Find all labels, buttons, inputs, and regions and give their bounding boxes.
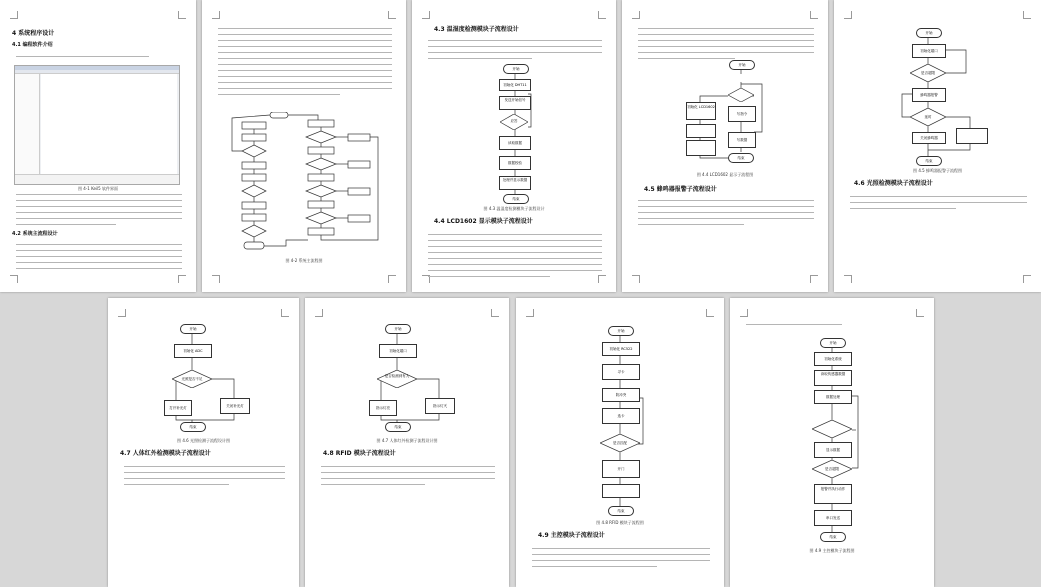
flow-terminal-start: 开始 bbox=[820, 338, 846, 348]
body-text bbox=[218, 28, 392, 100]
crop-mark bbox=[491, 309, 499, 317]
flow-decision bbox=[500, 114, 528, 130]
crop-mark bbox=[1023, 11, 1031, 19]
main-control-flowchart bbox=[812, 338, 860, 544]
flow-process-box: 处理并显示数据 bbox=[499, 176, 531, 190]
flow-terminal-start: 开始 bbox=[385, 324, 411, 334]
crop-mark bbox=[178, 11, 186, 19]
flow-decision-label: 是否超限 bbox=[921, 71, 935, 75]
light-flowchart bbox=[164, 324, 254, 430]
section-heading: 4.6 光照检测模块子流程设计 bbox=[854, 180, 933, 187]
flow-process-box bbox=[686, 140, 716, 156]
flow-process-box: 初始化端口 bbox=[912, 44, 946, 58]
crop-mark bbox=[281, 309, 289, 317]
section-heading: 4.5 蜂鸣器报警子流程设计 bbox=[644, 186, 717, 193]
flow-decision bbox=[377, 370, 417, 388]
flow-terminal-end: 结束 bbox=[608, 506, 634, 516]
main-flowchart bbox=[226, 112, 386, 254]
figure-caption: 图 4.5 蜂鸣器报警子流程图 bbox=[913, 168, 962, 173]
flow-terminal-start: 开始 bbox=[180, 324, 206, 334]
crop-mark bbox=[315, 309, 323, 317]
rfid-flowchart bbox=[600, 326, 644, 516]
flow-process-box: 开门 bbox=[602, 460, 640, 478]
flow-process-box: 显示数据 bbox=[814, 442, 852, 458]
flow-process-box: 指示灯灭 bbox=[425, 398, 455, 414]
figure-caption: 图 4-1 Keil5 软件界面 bbox=[78, 186, 118, 191]
body-text bbox=[321, 466, 495, 490]
section-heading: 4.1 编程软件介绍 bbox=[12, 42, 53, 48]
flow-terminal-start: 开始 bbox=[503, 64, 529, 74]
flow-terminal-end: 结束 bbox=[503, 194, 529, 204]
crop-mark bbox=[388, 275, 396, 283]
crop-mark bbox=[632, 275, 640, 283]
lcd1602-flowchart bbox=[678, 62, 788, 162]
flow-decision-label: 是否检测到有人 bbox=[384, 374, 410, 378]
page-5[interactable] bbox=[834, 0, 1041, 292]
crop-mark bbox=[178, 275, 186, 283]
flow-process-box bbox=[956, 128, 988, 144]
flow-process-box bbox=[602, 484, 640, 498]
section-heading: 4.3 温湿度检测模块子流程设计 bbox=[434, 26, 519, 33]
body-text bbox=[746, 324, 920, 330]
body-text bbox=[428, 40, 602, 64]
flow-decision-label: 是否匹配 bbox=[613, 441, 627, 445]
flow-process-box: 报警并执行动作 bbox=[814, 484, 852, 504]
body-text bbox=[16, 56, 182, 62]
crop-mark bbox=[388, 11, 396, 19]
flow-process-box: 初始化 DHT11 bbox=[499, 79, 531, 91]
figure-caption: 图 4.8 RFID 模块子流程图 bbox=[596, 520, 644, 525]
page-2[interactable] bbox=[202, 0, 406, 292]
ide-project-pane bbox=[15, 74, 40, 174]
flow-process-box: 防冲突 bbox=[602, 388, 640, 402]
flow-decision bbox=[728, 88, 754, 102]
flow-terminal-end: 结束 bbox=[728, 153, 754, 163]
body-text bbox=[16, 244, 182, 274]
flow-decision-label: 是否超限 bbox=[825, 467, 839, 471]
flow-process-box: 初始化端口 bbox=[379, 344, 417, 358]
flow-decision bbox=[172, 370, 212, 388]
section-heading: 4.4 LCD1602 显示模块子流程设计 bbox=[434, 218, 533, 225]
section-heading: 4.8 RFID 模块子流程设计 bbox=[323, 450, 396, 457]
flow-process-box: 写数据 bbox=[728, 132, 756, 148]
figure-caption: 图 4.6 光照检测子流程设计图 bbox=[177, 438, 230, 443]
body-text bbox=[850, 196, 1027, 214]
figure-caption: 图 4-2 系统主流程图 bbox=[285, 258, 323, 263]
crop-mark bbox=[118, 309, 126, 317]
flow-decision-label: 延时 bbox=[924, 115, 932, 119]
page-6[interactable] bbox=[108, 298, 299, 587]
crop-mark bbox=[598, 11, 606, 19]
body-text bbox=[638, 200, 814, 230]
flow-decision bbox=[910, 108, 946, 126]
flow-decision-label: 应答 bbox=[510, 119, 518, 123]
crop-mark bbox=[844, 275, 852, 283]
flow-process-box: 串口发送 bbox=[814, 510, 852, 526]
body-text bbox=[532, 548, 710, 572]
flow-process-box: 选卡 bbox=[602, 408, 640, 424]
crop-mark bbox=[810, 275, 818, 283]
figure-caption: 图 4.9 主控模块子流程图 bbox=[809, 548, 855, 553]
crop-mark bbox=[740, 309, 748, 317]
flow-terminal-start: 开始 bbox=[916, 28, 942, 38]
crop-mark bbox=[212, 11, 220, 19]
page-8[interactable] bbox=[516, 298, 724, 587]
flow-process-box bbox=[686, 124, 716, 138]
crop-mark bbox=[422, 11, 430, 19]
flow-process-box: 蜂鸣器报警 bbox=[912, 88, 946, 102]
dht11-flowchart bbox=[498, 64, 532, 202]
section-heading: 4.7 人体红外检测模块子流程设计 bbox=[120, 450, 211, 457]
page-9[interactable] bbox=[730, 298, 934, 587]
pir-flowchart bbox=[369, 324, 459, 430]
figure-caption: 图 4.7 人体红外检测子流程设计图 bbox=[376, 438, 438, 443]
page-1[interactable] bbox=[0, 0, 196, 292]
flow-process-box: 打开补光灯 bbox=[164, 400, 192, 416]
flow-process-box: 初始化 ADC bbox=[174, 344, 212, 358]
buzzer-flowchart bbox=[894, 28, 994, 168]
flow-decision bbox=[600, 434, 640, 452]
figure-caption: 图 4.4 LCD1602 显示子流程图 bbox=[696, 172, 754, 177]
ide-screenshot bbox=[14, 65, 180, 185]
ide-editor bbox=[41, 74, 177, 174]
crop-mark bbox=[810, 11, 818, 19]
crop-mark bbox=[10, 275, 18, 283]
crop-mark bbox=[212, 275, 220, 283]
flow-process-box: 初始化 LCD1602 bbox=[686, 102, 716, 120]
flow-decision bbox=[910, 64, 946, 82]
flow-process-box: 数据处理 bbox=[814, 390, 852, 404]
flow-process-box: 初始化 RC522 bbox=[602, 342, 640, 356]
body-text bbox=[16, 194, 182, 230]
crop-mark bbox=[632, 11, 640, 19]
flow-terminal-end: 结束 bbox=[820, 532, 846, 542]
crop-mark bbox=[916, 309, 924, 317]
section-heading: 4.9 主控模块子流程设计 bbox=[538, 532, 605, 539]
crop-mark bbox=[10, 11, 18, 19]
flow-process-box: 读取传感器数据 bbox=[814, 370, 852, 386]
crop-mark bbox=[844, 11, 852, 19]
flow-decision-label: 光照是否不足 bbox=[181, 377, 203, 381]
figure-caption: 图 4.3 温湿度检测模块子流程设计 bbox=[483, 206, 545, 211]
flow-terminal-start: 开始 bbox=[608, 326, 634, 336]
flow-terminal-start: 开始 bbox=[729, 60, 755, 70]
flow-process-box: 初始化系统 bbox=[814, 352, 852, 366]
flow-decision bbox=[812, 420, 852, 438]
crop-mark bbox=[706, 309, 714, 317]
flow-process-box: 寻卡 bbox=[602, 364, 640, 380]
flow-terminal-end: 结束 bbox=[180, 422, 206, 432]
flow-process-box: 数据校验 bbox=[499, 156, 531, 170]
flow-decision bbox=[812, 460, 852, 478]
crop-mark bbox=[1023, 275, 1031, 283]
flow-process-box: 关闭蜂鸣器 bbox=[912, 132, 946, 144]
page-4[interactable] bbox=[622, 0, 828, 292]
flow-process-box: 关闭补光灯 bbox=[220, 398, 250, 414]
flow-process-box: 发送开始信号 bbox=[499, 96, 531, 110]
body-text bbox=[428, 234, 602, 282]
body-text bbox=[124, 466, 285, 490]
flow-process-box: 写指令 bbox=[728, 106, 756, 122]
page-7[interactable] bbox=[305, 298, 509, 587]
flow-terminal-end: 结束 bbox=[916, 156, 942, 166]
crop-mark bbox=[526, 309, 534, 317]
ide-output-pane bbox=[15, 174, 179, 184]
flow-terminal-end: 结束 bbox=[385, 422, 411, 432]
section-heading: 4.2 系统主流程设计 bbox=[12, 231, 58, 237]
flow-process-box: 指示灯亮 bbox=[369, 400, 397, 416]
body-text bbox=[638, 28, 814, 64]
flow-process-box: 读取数据 bbox=[499, 136, 531, 150]
chapter-heading: 4 系统程序设计 bbox=[12, 30, 55, 37]
page-3[interactable] bbox=[412, 0, 616, 292]
